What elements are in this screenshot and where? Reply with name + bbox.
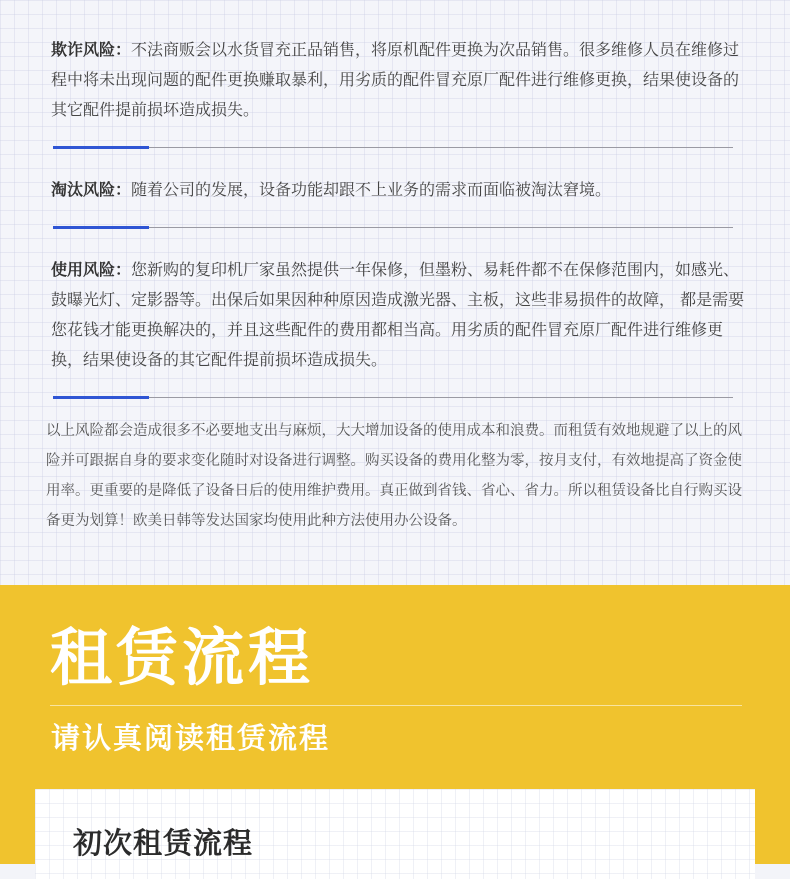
section-divider [53,397,733,398]
risk-obsolete-label: 淘汰风险： [51,180,132,199]
process-title: 租赁流程 [50,621,315,694]
section-divider [53,227,733,228]
risk-fraud-text: 不法商贩会以水货冒充正品销售，将原机配件更换为次品销售。很多维修人员在维修过程中将未出现问题的配件更换赚取暴利，用劣质的配件冒充原厂配件进行维修更换，结果使设备的其它配件提前损坏造成损失。 [51,40,740,119]
title-rule [50,705,742,706]
risk-obsolete [51,175,751,205]
summary-paragraph: 以上风险都会造成很多不必要地支出与麻烦，大大增加设备的使用成本和浪费。而租赁有效地规避了以上的风险并可跟据自身的要求变化随时对设备进行调整。购买设备的费用化整为零，按月支付，有效地提高了资金使用率。更重要的是降低了设备日后的使用维护费用。真正做到省钱、省心、省力。所以租赁设备比自行购买设备更为划算！欧美日韩等发达国家均使用此种方法使用办公设备。 [46,423,742,529]
card-title: 初次租赁流程 [73,826,254,860]
process-subtitle: 请认真阅读租赁流程 [51,721,331,755]
divider-accent [53,146,149,149]
divider-accent [53,396,149,399]
risk-usage-label: 使用风险： [51,260,132,279]
section-divider [53,147,733,148]
divider-accent [53,226,149,229]
risk-fraud [51,35,751,125]
risk-fraud-label: 欺诈风险： [51,40,132,59]
risk-obsolete-text: 随着公司的发展，设备功能却跟不上业务的需求而面临被淘汰窘境。 [131,180,612,199]
risk-usage-text: 您新购的复印机厂家虽然提供一年保修，但墨粉、易耗件都不在保修范围内，如感光、鼓曝光灯、定影器等。出保后如果因种种原因造成激光器、主板，这些非易损件的故障， 都是需要您花钱才能更换解决的，并且这些配件的费用都相当高。用劣质的配件冒充原厂配件进行维修更换，结果使设备的其它配件提前损坏造成损失。 [51,260,745,369]
process-card [35,789,755,879]
risk-usage [51,255,751,375]
